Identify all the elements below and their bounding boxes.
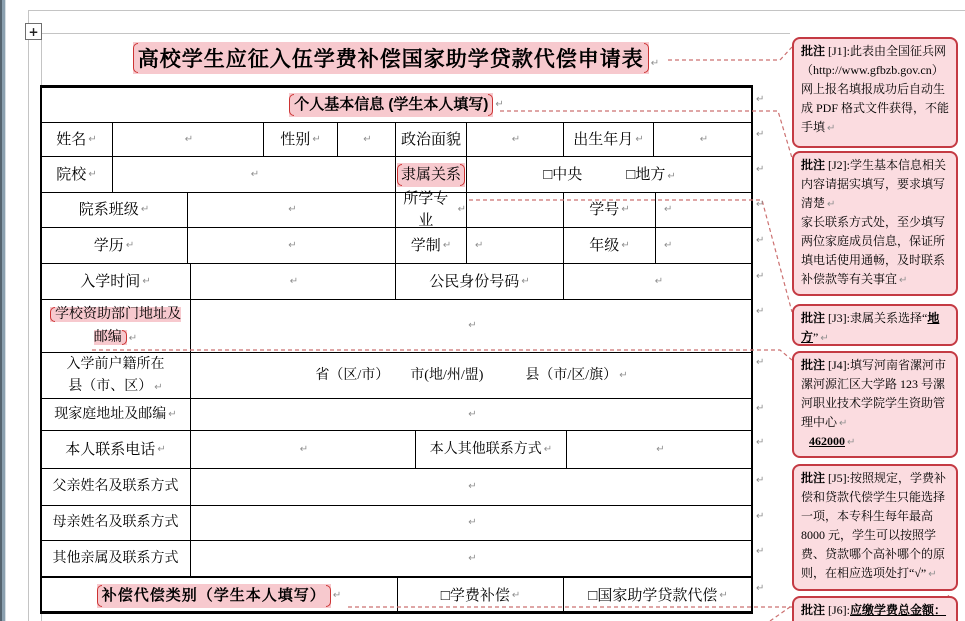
paragraph-mark-icon: ↵ <box>495 98 504 110</box>
paragraph-mark-icon: ↵ <box>543 443 553 455</box>
paragraph-mark-icon: ↵ <box>521 275 530 287</box>
paragraph-mark-icon: ↵ <box>699 133 709 145</box>
paragraph-mark-icon: ↵ <box>468 320 477 331</box>
comment-ref: [J5]: <box>825 471 851 485</box>
label-school: 院校 ↵ <box>40 156 113 193</box>
paragraph-mark-icon: ↵ <box>664 239 673 251</box>
row-end-paragraph-mark-icon: ↵ <box>756 511 765 522</box>
comment-j1[interactable]: 批注 [J1]:此表由全国征兵网（http://www.gfbzb.gov.cn）网上报名填报成功后自动生成 PDF 格式文件获得，不能手填 ↵ <box>792 37 958 148</box>
input-duration[interactable] <box>466 227 564 264</box>
paragraph-mark-icon: ↵ <box>619 369 628 381</box>
row-end-paragraph-mark-icon: ↵ <box>756 129 765 140</box>
label-phone: 本人联系电话 ↵ <box>40 430 191 469</box>
page-left-boundary-line <box>28 10 29 621</box>
paragraph-mark-icon: ↵ <box>635 133 644 145</box>
paragraph-mark-icon: ↵ <box>475 239 484 251</box>
paragraph-mark-icon: ↵ <box>468 481 477 492</box>
label-father-contact: 父亲姓名及联系方式 <box>40 468 191 506</box>
input-other-contact[interactable] <box>566 430 753 469</box>
paragraph-mark-icon: ↵ <box>468 553 477 564</box>
label-name: 姓名 ↵ <box>40 122 113 157</box>
label-degree: 学历 ↵ <box>40 227 188 264</box>
paragraph-mark-icon: ↵ <box>289 275 299 287</box>
comment-tag: 批注 <box>801 158 826 172</box>
comment-tag: 批注 <box>801 471 826 485</box>
paragraph-mark-icon: ↵ <box>650 58 660 69</box>
checkbox-central[interactable]: □中央 <box>543 166 583 183</box>
page-top-boundary-line <box>28 10 965 11</box>
input-major[interactable] <box>466 192 564 228</box>
row-end-paragraph-mark-icon: ↵ <box>756 235 765 246</box>
row-end-paragraph-mark-icon: ↵ <box>756 164 765 175</box>
row-end-paragraph-mark-icon: ↵ <box>756 94 765 105</box>
row-end-paragraph-mark-icon: ↵ <box>756 271 765 282</box>
label-other-contact: 本人其他联系方式 ↵ <box>415 430 567 469</box>
input-name[interactable] <box>112 122 264 157</box>
paragraph-mark-icon: ↵ <box>827 199 836 210</box>
paragraph-mark-icon: ↵ <box>656 443 665 455</box>
input-aid-office-address[interactable] <box>190 299 753 353</box>
comment-j2[interactable]: 批注 [J2]:学生基本信息相关内容请据实填写，要求填写清楚 ↵ 家长联系方式处，至少填写两位家庭成员信息，保证所填电话使用通畅，及时联系补偿款等有关事宜 ↵ <box>792 151 958 296</box>
row-end-paragraph-mark-icon: ↵ <box>756 546 765 557</box>
table-right-border <box>751 85 753 614</box>
comment-ref: [J3]: <box>825 311 851 325</box>
section1-header-cell[interactable] <box>40 86 753 123</box>
paragraph-mark-icon: ↵ <box>88 168 97 180</box>
paragraph-mark-icon: ↵ <box>154 381 163 393</box>
comment-tag: 批注 <box>801 358 826 372</box>
label-gender: 性别 ↵ <box>263 122 338 157</box>
comment-tag: 批注 <box>801 44 826 58</box>
input-pre-enroll-residence[interactable]: 省（区/市） 市(地/州/盟) 县（市/区/旗） ↵ <box>190 352 753 399</box>
paragraph-mark-icon: ↵ <box>442 239 452 251</box>
window-left-edge <box>0 0 6 621</box>
input-dept-class[interactable] <box>187 192 396 228</box>
label-birth-date: 出生年月 ↵ <box>563 122 654 157</box>
paragraph-mark-icon: ↵ <box>88 133 97 145</box>
row-end-paragraph-mark-icon: ↵ <box>756 306 765 317</box>
input-degree[interactable] <box>187 227 396 264</box>
input-school[interactable] <box>112 156 396 193</box>
paragraph-mark-icon: ↵ <box>125 239 135 251</box>
move-handle-glyph: + <box>28 24 39 39</box>
label-grade: 年级 ↵ <box>563 227 656 264</box>
paragraph-mark-icon: ↵ <box>827 123 836 134</box>
section-divider-line <box>40 576 753 578</box>
postal-code: 462000 <box>809 434 845 448</box>
input-student-id[interactable] <box>655 192 753 228</box>
paragraph-mark-icon: ↵ <box>299 443 309 455</box>
row-end-paragraph-mark-icon: ↵ <box>756 437 765 448</box>
label-pre-enroll-residence: 入学前户籍所在 县（市、区） ↵ <box>40 352 191 399</box>
comment-j5[interactable]: 批注 [J5]:按照规定，学费补偿和贷款代偿学生只能选择一项，本专科生每年最高 8000 元，学生可以按照学费、贷款哪个高补哪个的原则，在相应选项处打“√” ↵ <box>792 464 958 591</box>
row-end-paragraph-mark-icon: ↵ <box>756 403 765 414</box>
paragraph-mark-icon: ↵ <box>332 589 342 601</box>
document-title-row[interactable] <box>40 42 752 74</box>
label-aid-office-address: 学校资助部门地址及 邮编 ↵ <box>40 299 191 353</box>
input-phone[interactable] <box>190 430 416 469</box>
paragraph-mark-icon: ↵ <box>288 204 297 215</box>
paragraph-mark-icon: ↵ <box>511 589 521 601</box>
table-bottom-border <box>40 611 753 614</box>
table-move-handle-icon[interactable] <box>25 23 42 40</box>
label-student-id: 学号 ↵ <box>563 192 656 228</box>
input-political-status[interactable] <box>466 122 564 157</box>
label-other-relative-contact: 其他亲属及联系方式 <box>40 540 191 578</box>
checkbox-loan-repayment[interactable]: □国家助学贷款代偿 ↵ <box>563 577 753 614</box>
label-home-address: 现家庭地址及邮编 ↵ <box>40 398 191 431</box>
checkbox-tuition-compensation[interactable]: □学费补偿 ↵ <box>397 577 564 614</box>
input-father-contact[interactable] <box>190 468 753 506</box>
paragraph-mark-icon: ↵ <box>899 275 908 286</box>
row-end-paragraph-mark-icon: ↵ <box>756 583 765 594</box>
paragraph-mark-icon: ↵ <box>468 517 477 528</box>
input-other-relative-contact[interactable] <box>190 540 753 578</box>
input-citizen-id[interactable] <box>563 263 753 300</box>
paragraph-mark-icon: ↵ <box>719 589 728 601</box>
comment-ref: [J4]: <box>825 358 851 372</box>
label-enroll-time: 入学时间 ↵ <box>40 263 191 300</box>
paragraph-mark-icon: ↵ <box>621 239 630 251</box>
paragraph-mark-icon: ↵ <box>168 408 177 420</box>
row-end-paragraph-mark-icon: ↵ <box>756 357 765 368</box>
document-title: 高校学生应征入伍学费补偿国家助学贷款代偿申请表 <box>133 42 649 74</box>
paragraph-mark-icon: ↵ <box>654 275 664 287</box>
section2-header-cell <box>40 577 398 614</box>
paragraph-mark-icon: ↵ <box>457 204 466 215</box>
section2-header: 补偿代偿类别（学生本人填写） <box>97 584 331 608</box>
paragraph-mark-icon: ↵ <box>667 170 676 182</box>
comment-ref: [J1]: <box>825 44 851 58</box>
table-top-border <box>40 85 753 88</box>
comment-tag: 批注 <box>801 311 826 325</box>
paragraph-mark-icon: ↵ <box>288 239 297 251</box>
affiliation-options-cell <box>466 156 753 193</box>
input-enroll-time[interactable] <box>190 263 396 300</box>
paragraph-mark-icon: ↵ <box>157 443 166 455</box>
table-left-border <box>40 85 42 614</box>
connector-j6 <box>770 607 790 621</box>
label-affiliation: 隶属关系 <box>395 156 467 193</box>
input-home-address[interactable] <box>190 398 753 431</box>
paragraph-mark-icon: ↵ <box>128 333 138 344</box>
comment-j3[interactable]: 批注 [J3]:隶属关系选择“地方” ↵ <box>792 304 958 346</box>
input-birth-date[interactable] <box>653 122 753 157</box>
row-end-paragraph-mark-icon: ↵ <box>756 199 765 210</box>
checkbox-local[interactable]: □地方 ↵ <box>626 166 676 183</box>
paragraph-mark-icon: ↵ <box>312 133 321 145</box>
paragraph-mark-icon: ↵ <box>468 408 477 420</box>
comment-tag: 批注 <box>801 603 826 617</box>
paragraph-mark-icon: ↵ <box>363 133 372 145</box>
paragraph-mark-icon: ↵ <box>839 418 848 429</box>
paragraph-mark-icon: ↵ <box>511 133 521 145</box>
paragraph-mark-icon: ↵ <box>250 168 260 180</box>
input-gender[interactable] <box>337 122 396 157</box>
paragraph-mark-icon: ↵ <box>928 569 937 580</box>
comment-j6[interactable]: 批注 [J6]:应缴学费总金额： <box>792 596 958 621</box>
paragraph-mark-icon: ↵ <box>820 333 829 344</box>
paragraph-mark-icon: ↵ <box>664 204 673 215</box>
label-citizen-id: 公民身份号码 ↵ <box>395 263 564 300</box>
comment-ref: [J6]: <box>825 603 851 617</box>
paragraph-mark-icon: ↵ <box>142 275 151 287</box>
comment-j4[interactable]: 批注 [J4]:填写河南省漯河市漯河源汇区大学路 123 号漯河职业技术学院学生资助管理中心 ↵ 462000 ↵ <box>792 351 958 458</box>
text-margin-top-line <box>41 33 790 34</box>
paragraph-mark-icon: ↵ <box>847 437 856 448</box>
label-mother-contact: 母亲姓名及联系方式 <box>40 505 191 541</box>
input-mother-contact[interactable] <box>190 505 753 541</box>
paragraph-mark-icon: ↵ <box>140 204 150 215</box>
label-duration: 学制 ↵ <box>395 227 467 264</box>
label-dept-class: 院系班级 ↵ <box>40 192 188 228</box>
paragraph-mark-icon: ↵ <box>184 133 194 145</box>
paragraph-mark-icon: ↵ <box>621 204 630 215</box>
comment-ref: [J2]: <box>825 158 851 172</box>
label-political-status: 政治面貌 <box>395 122 467 157</box>
input-grade[interactable] <box>655 227 753 264</box>
section1-header: 个人基本信息 (学生本人填写) <box>289 93 493 117</box>
row-end-paragraph-mark-icon: ↵ <box>756 475 765 486</box>
label-major: 所学专业 ↵ <box>395 192 467 228</box>
